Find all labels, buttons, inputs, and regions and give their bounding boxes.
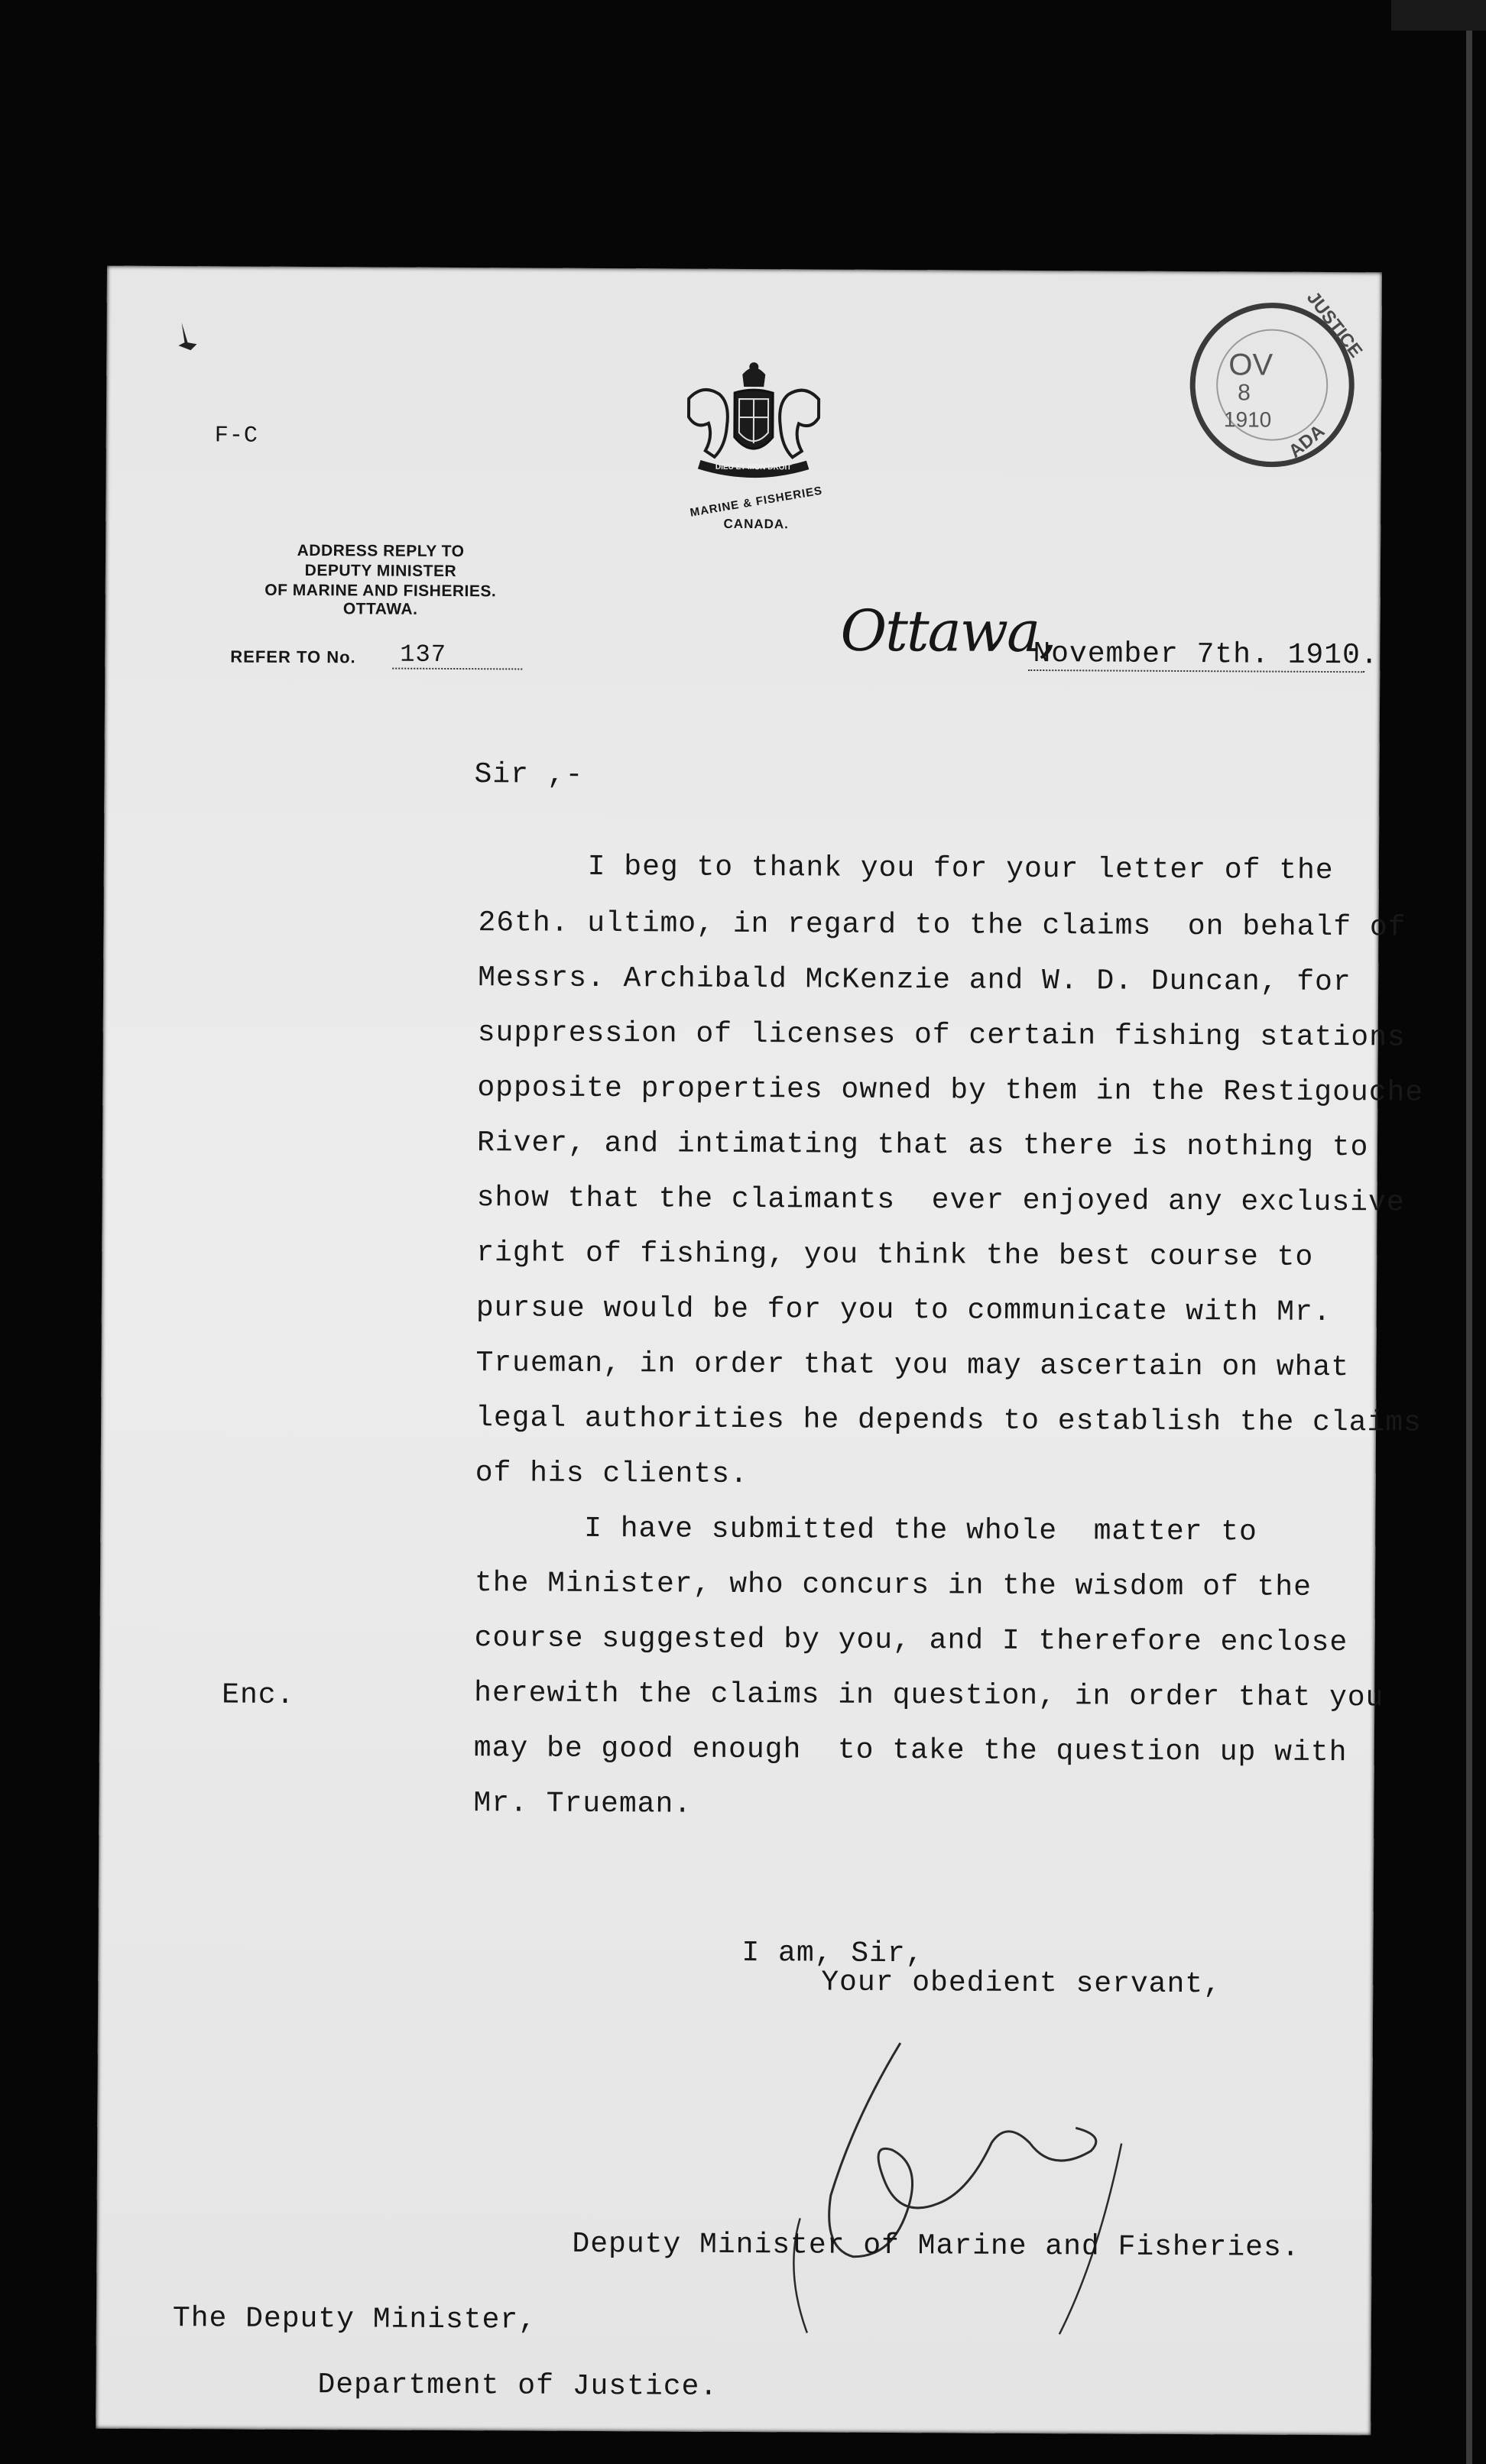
- royal-crest-icon: [665, 352, 842, 506]
- stamp-year: 1910: [1223, 407, 1272, 432]
- recipient-line-2: Department of Justice.: [317, 2368, 719, 2404]
- closing-line-2: Your obedient servant,: [821, 1966, 1222, 2002]
- body-line-15: course suggested by you, and I therefore enclose: [474, 1622, 1348, 1660]
- stamp-bottom-text: ADA: [1284, 420, 1329, 462]
- body-line-11: legal authorities he depends to establish the claims: [475, 1402, 1423, 1440]
- body-line-4: suppression of licenses of certain fishing stations: [477, 1016, 1406, 1055]
- refer-number: 137: [400, 640, 447, 669]
- body-line-13: I have submitted the whole matter to: [475, 1512, 1258, 1549]
- body-line-1: I beg to thank you for your letter of the: [478, 850, 1334, 888]
- address-line-3: OF MARINE AND FISHERIES.: [264, 581, 497, 601]
- place-name: Ottawa,: [840, 598, 1056, 666]
- letter-page: [96, 266, 1424, 2436]
- body-line-6: River, and intimating that as there is nothing to: [476, 1127, 1369, 1165]
- body-line-10: Trueman, in order that you may ascertain on what: [475, 1347, 1350, 1385]
- address-line-2: DEPUTY MINISTER: [304, 561, 457, 581]
- film-edge-top: [1391, 0, 1486, 31]
- letter-date: November 7th. 1910.: [1033, 637, 1379, 673]
- body-line-14: the Minister, who concurs in the wisdom of the: [474, 1567, 1312, 1604]
- address-line-4: OTTAWA.: [342, 600, 418, 618]
- enclosure-note: Enc.: [222, 1678, 295, 1712]
- body-line-5: opposite properties owned by them in the Restigouche: [477, 1072, 1424, 1110]
- salutation: Sir ,-: [474, 758, 584, 792]
- film-edge-right: [1466, 0, 1472, 2464]
- crest-motto: DIEU ET MON DROIT: [715, 462, 792, 472]
- ink-mark: [167, 319, 206, 365]
- crest-caption-line-1: MARINE & FISHERIES: [689, 484, 824, 520]
- recipient-line-1: The Deputy Minister,: [172, 2302, 537, 2337]
- refer-to-label: REFER TO No.: [230, 647, 356, 667]
- body-line-17: may be good enough to take the question up with: [473, 1732, 1348, 1770]
- signer-title: Deputy Minister of Marine and Fisheries.: [572, 2227, 1300, 2265]
- refer-number-line: [392, 668, 522, 670]
- address-line-1: ADDRESS REPLY TO: [297, 541, 465, 561]
- handwritten-signature: [738, 2027, 1137, 2350]
- closing-line-1: I am, Sir,: [741, 1937, 924, 1971]
- body-line-7: show that the claimants ever enjoyed any exclusive: [476, 1182, 1405, 1220]
- body-line-18: Mr. Trueman.: [473, 1787, 693, 1821]
- stamp-month: OV: [1228, 348, 1273, 382]
- stamp-ring-text: JUSTICE: [1303, 287, 1367, 362]
- body-line-3: Messrs. Archibald McKenzie and W. D. Duncan, for: [478, 961, 1351, 1000]
- body-line-12: of his clients.: [475, 1457, 748, 1492]
- file-mark: F-C: [214, 423, 258, 449]
- crest-caption-line-2: CANADA.: [723, 516, 789, 532]
- stamp-day: 8: [1238, 380, 1251, 406]
- body-line-2: 26th. ultimo, in regard to the claims on behalf of: [478, 906, 1407, 945]
- body-line-9: pursue would be for you to communicate with Mr.: [475, 1292, 1332, 1330]
- body-line-8: right of fishing, you think the best course to: [476, 1237, 1314, 1274]
- body-line-16: herewith the claims in question, in order that you: [474, 1677, 1384, 1715]
